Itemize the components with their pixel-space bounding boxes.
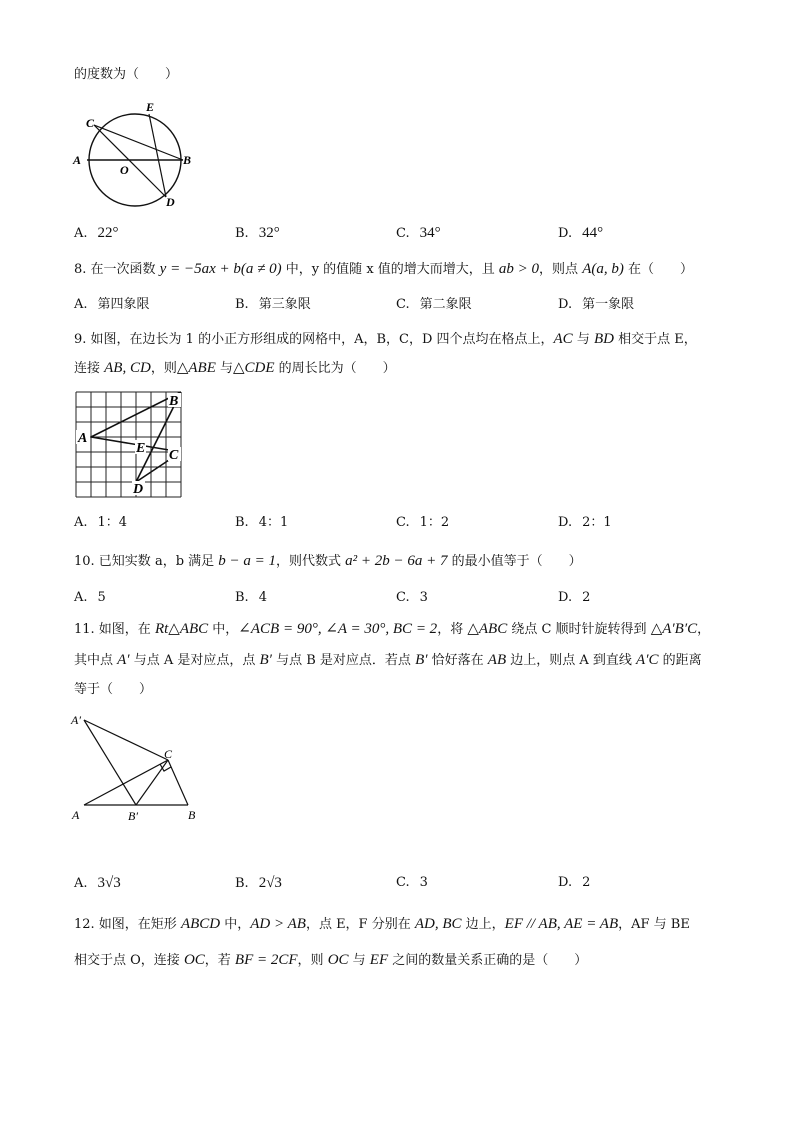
q9-option-a[interactable]: A. 1：4 [74,515,128,530]
q9-label-B: B [169,394,179,409]
q7-circle-figure [70,98,200,210]
q11-label-A1: A′ [71,713,81,727]
q9-grid-figure [76,392,188,498]
q10-option-c[interactable]: C. 3 [396,590,428,605]
q10-option-b[interactable]: B. 4 [235,590,267,605]
q12-stem-line2: 相交于点 O，连接 OC，若 BF = 2CF，则 OC 与 EF 之间的数量关系正确的是（ ） [74,952,588,968]
q11-label-B: B [188,808,196,822]
q12-stem-line1: 12. 如图，在矩形 ABCD 中，AD > AB，点 E，F 分别在 AD, BC 边上，EF // AB, AE = AB，AF 与 BE [74,916,690,932]
q8-option-d[interactable]: D. 第一象限 [558,297,635,312]
q7-label-C: C [86,116,95,130]
q11-label-B1: B′ [128,809,138,823]
q9-label-A: A [78,431,88,446]
q7-option-d[interactable]: D. 44° [558,225,604,241]
q8-option-c[interactable]: C. 第二象限 [396,297,472,312]
q8-option-b[interactable]: B. 第三象限 [235,297,311,312]
q11-option-a[interactable]: A. 3√3 [74,875,121,891]
q7-label-D: D [166,195,175,209]
q9-stem-line2: 连接 AB, CD，则△ABE 与△CDE 的周长比为（ ） [74,360,396,376]
q9-label-E: E [136,441,146,456]
q8-stem: 8. 在一次函数 y = −5ax + b(a ≠ 0) 中，y 的值随 x 值的增大而增大，且 ab > 0，则点 A(a, b) 在（ ） [74,261,693,277]
q7-option-a[interactable]: A. 22° [74,225,119,241]
q11-triangle-figure [68,708,208,828]
q9-stem-line1: 9. 如图，在边长为 1 的小正方形组成的网格中，A，B，C，D 四个点均在格点上，AC 与 BD 相交于点 E， [74,331,697,347]
q11-option-c[interactable]: C. 3 [396,875,428,890]
q7-label-O: O [120,163,129,177]
q9-option-b[interactable]: B. 4：1 [235,515,289,530]
q8-option-a[interactable]: A. 第四象限 [74,297,150,312]
q11-label-C: C [164,747,173,761]
q11-label-A: A [72,808,80,822]
q11-option-d[interactable]: D. 2 [558,875,591,890]
q11-stem-line1: 11. 如图，在 Rt△ABC 中，∠ACB = 90°, ∠A = 30°, BC = 2，将 △ABC 绕点 C 顺时针旋转得到 △A′B′C， [74,621,711,637]
q9-label-D: D [133,482,144,497]
q11-option-b[interactable]: B. 2√3 [235,875,282,891]
q7-option-c[interactable]: C. 34° [396,225,441,241]
q10-option-a[interactable]: A. 5 [74,590,106,605]
q9-label-C: C [169,448,179,463]
q7-label-A: A [73,153,82,167]
q11-stem-line3: 等于（ ） [74,682,153,697]
q10-option-d[interactable]: D. 2 [558,590,591,605]
q10-stem: 10. 已知实数 a，b 满足 b − a = 1，则代数式 a² + 2b − 6a + 7 的最小值等于（ ） [74,553,582,569]
q7-stem-tail: 的度数为（ ） [74,67,179,82]
q9-option-d[interactable]: D. 2：1 [558,515,612,530]
q7-label-B: B [183,153,192,167]
q11-stem-line2: 其中点 A′ 与点 A 是对应点，点 B′ 与点 B 是对应点．若点 B′ 恰好落在 AB 边上，则点 A 到直线 A′C 的距离 [74,652,702,668]
q9-option-c[interactable]: C. 1：2 [396,515,450,530]
q7-option-b[interactable]: B. 32° [235,225,280,241]
q7-label-E: E [146,100,155,114]
